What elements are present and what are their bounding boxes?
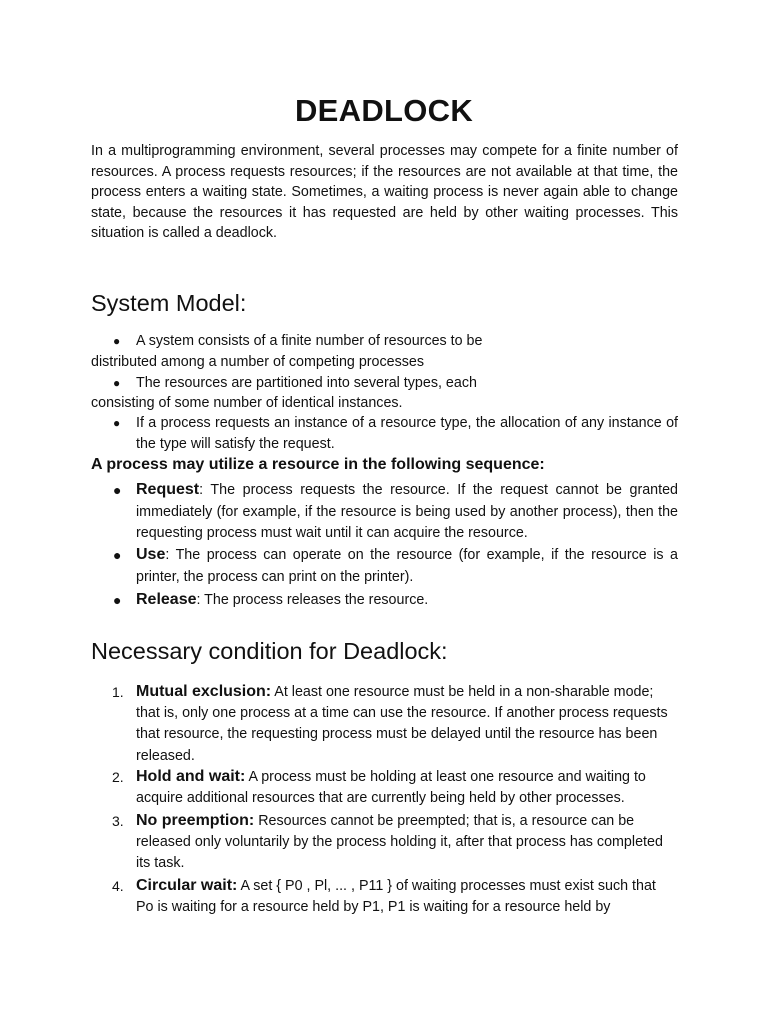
sequence-term: Use (136, 546, 166, 563)
system-model-item-3: If a process requests an instance of a resource type, the allocation of any instance of the type will satisfy the request. (136, 415, 678, 452)
bullet-icon: ● (113, 376, 121, 390)
sequence-item-use (136, 544, 678, 588)
list-number: 3. (112, 813, 124, 829)
bullet-icon: ● (113, 334, 121, 348)
sequence-item-request (136, 479, 678, 545)
condition-term: Circular wait: (136, 877, 238, 894)
system-model-item-1: A system consists of a finite number of resources to be (136, 333, 483, 349)
bullet-icon: ● (113, 482, 122, 498)
condition-text: A process must be holding at least one resource and waiting to acquire additional resources that are currently being held by other processes. (136, 769, 646, 807)
system-model-item-2: The resources are partitioned into several types, each (136, 375, 477, 391)
condition-text: A set { P0 , Pl, ... , P11 } of waiting processes must exist such that Po is waiting for a resource held by P1, P1 is waiting for a resource held by (136, 878, 656, 916)
sequence-heading: A process may utilize a resource in the following sequence: (91, 456, 545, 473)
condition-text: Resources cannot be preempted; that is, a resource can be released only voluntarily by the process holding it, after that process has completed its task. (136, 813, 663, 872)
system-model-heading: System Model: (91, 290, 247, 316)
condition-hold-and-wait (136, 766, 676, 809)
system-model-item-2-continuation: consisting of some number of identical instances. (91, 395, 403, 411)
bullet-icon: ● (113, 592, 122, 608)
list-number: 1. (112, 684, 124, 700)
sequence-item-release (136, 589, 678, 612)
document-title: DEADLOCK (294, 93, 474, 128)
intro-paragraph: In a multiprogramming environment, several processes may compete for a finite number of resources. A process requests resources; if the resources are not available at that time, the process enters a waiting state. Sometimes, a waiting process is never again able to change state, because the resources it has requested are held by other waiting processes. This situation is called a deadlock. (91, 143, 678, 242)
sequence-text: : The process requests the resource. If the request cannot be granted immediately (for example, if the resource is being used by another process), then the requesting process must wait until it can acquire the resource. (136, 482, 678, 541)
sequence-term: Request (136, 481, 200, 498)
bullet-icon: ● (113, 547, 122, 563)
condition-term: Hold and wait: (136, 768, 246, 785)
conditions-heading: Necessary condition for Deadlock: (91, 638, 448, 664)
condition-circular-wait (136, 875, 676, 918)
condition-term: No preemption: (136, 812, 255, 829)
sequence-term: Release (136, 591, 197, 608)
condition-no-preemption (136, 810, 676, 875)
sequence-text: : The process can operate on the resource (for example, if the resource is a printer, the process can print on the printer). (136, 547, 678, 585)
bullet-icon: ● (113, 416, 121, 430)
list-number: 2. (112, 769, 124, 785)
condition-mutual-exclusion (136, 681, 676, 767)
system-model-item-1-continuation: distributed among a number of competing processes (91, 354, 424, 370)
sequence-text: : The process releases the resource. (196, 592, 429, 608)
list-number: 4. (112, 878, 124, 894)
condition-term: Mutual exclusion: (136, 683, 272, 700)
condition-text: At least one resource must be held in a non-sharable mode; that is, only one process at a time can use the resource. If another process requests that resource, the requesting process must be delayed until the resource has been released. (136, 684, 668, 764)
